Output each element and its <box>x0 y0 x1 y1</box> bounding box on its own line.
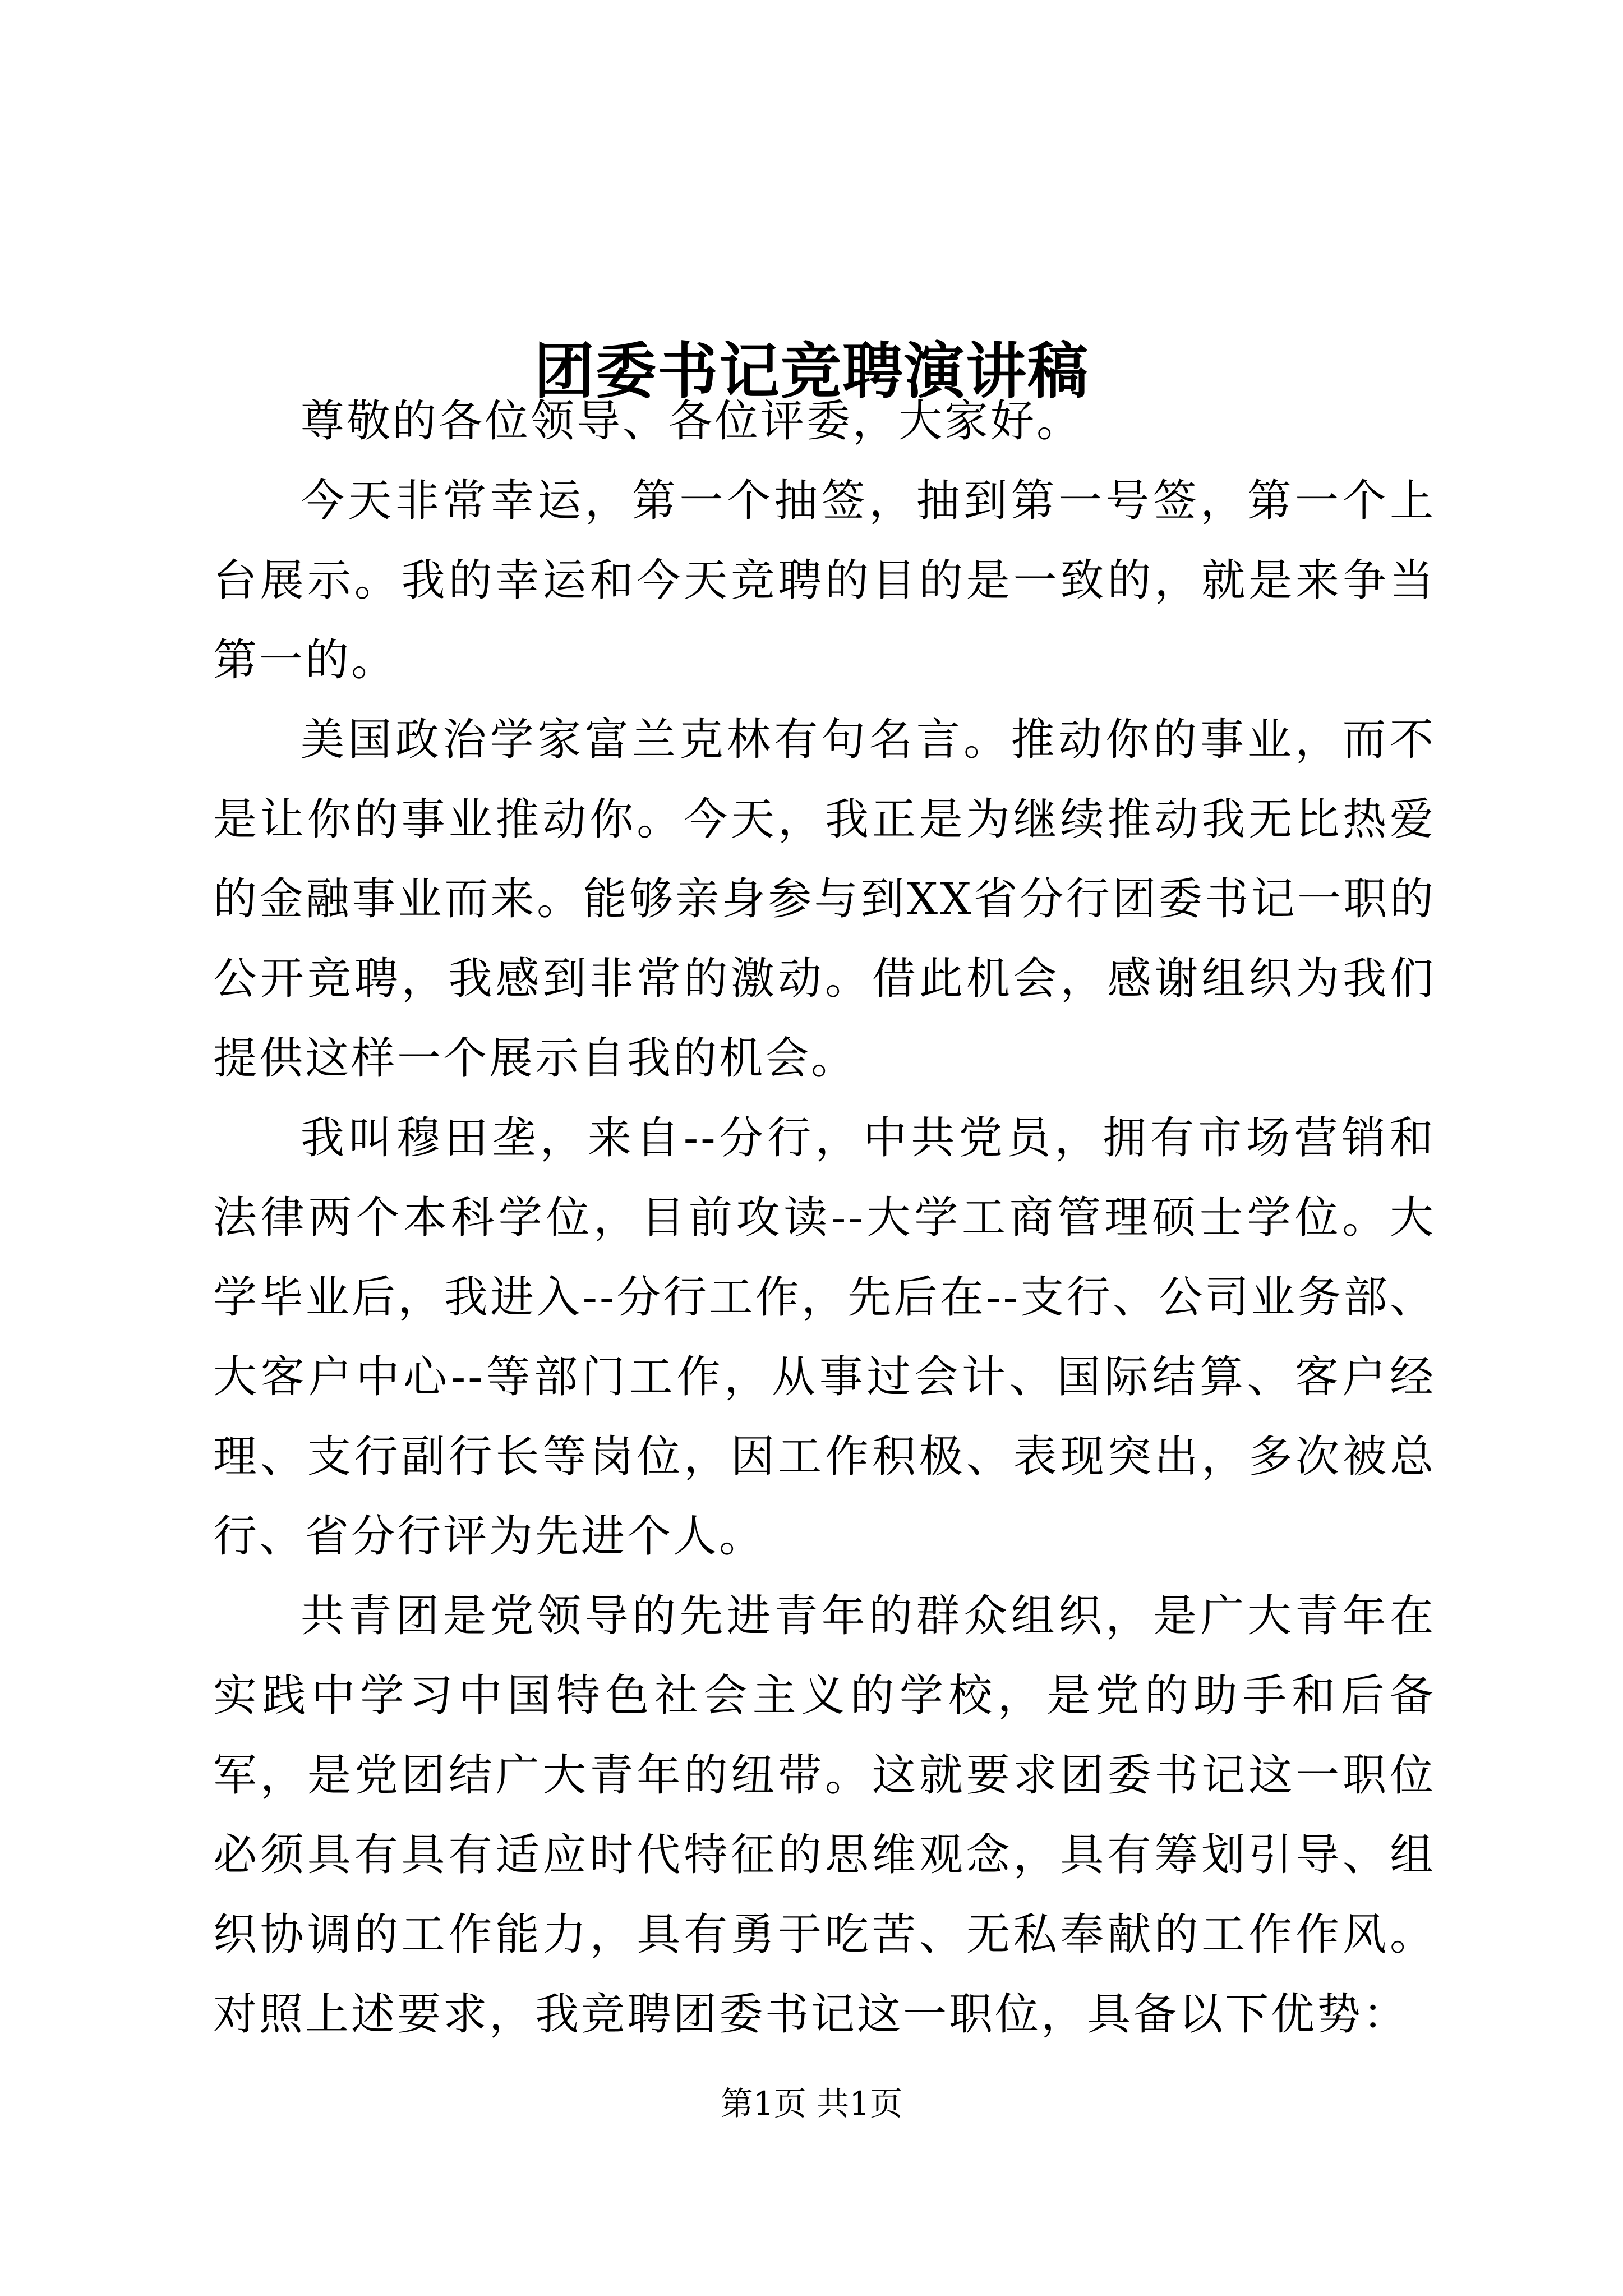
paragraph-self-introduction: 我叫穆田垄，来自--分行，中共党员，拥有市场营销和法律两个本科学位，目前攻读--大学工商管理硕士学位。大学毕业后，我进入--分行工作，先后在--支行、公司业务部、大客户中心--等部门工作，从事过会计、国际结算、客户经理、支行副行长等岗位，因工作积极、表现突出，多次被总行、省分行评为先进个人。 <box>213 1113 1436 1562</box>
paragraph-youth-league-requirements: 共青团是党领导的先进青年的群众组织，是广大青年在实践中学习中国特色社会主义的学校，是党的助手和后备军，是党团结广大青年的纽带。这就要求团委书记这一职位必须具有具有适应时代特征的思维观念，具有筹划引导、组织协调的工作能力，具有勇于吃苦、无私奉献的工作作风。对照上述要求，我竞聘团委书记这一职位，具备以下优势： <box>213 1591 1436 2040</box>
paragraph-franklin-quote: 美国政治学家富兰克林有句名言。推动你的事业，而不是让你的事业推动你。今天，我正是为继续推动我无比热爱的金融事业而来。能够亲身参与到XX省分行团委书记一职的公开竞聘，我感到非常的激动。借此机会，感谢组织为我们提供这样一个展示自我的机会。 <box>213 715 1436 1084</box>
document-body <box>213 381 1436 2054</box>
page-number-footer: 第1页 共1页 <box>720 2085 903 2123</box>
document-title: 团委书记竞聘演讲稿 <box>533 336 1089 407</box>
paragraph-lucky-draw: 今天非常幸运，第一个抽签，抽到第一号签，第一个上台展示。我的幸运和今天竞聘的目的是一致的，就是来争当第一的。 <box>213 476 1436 685</box>
paragraph-greeting: 尊敬的各位领导、各位评委，大家好。 <box>301 396 1083 447</box>
